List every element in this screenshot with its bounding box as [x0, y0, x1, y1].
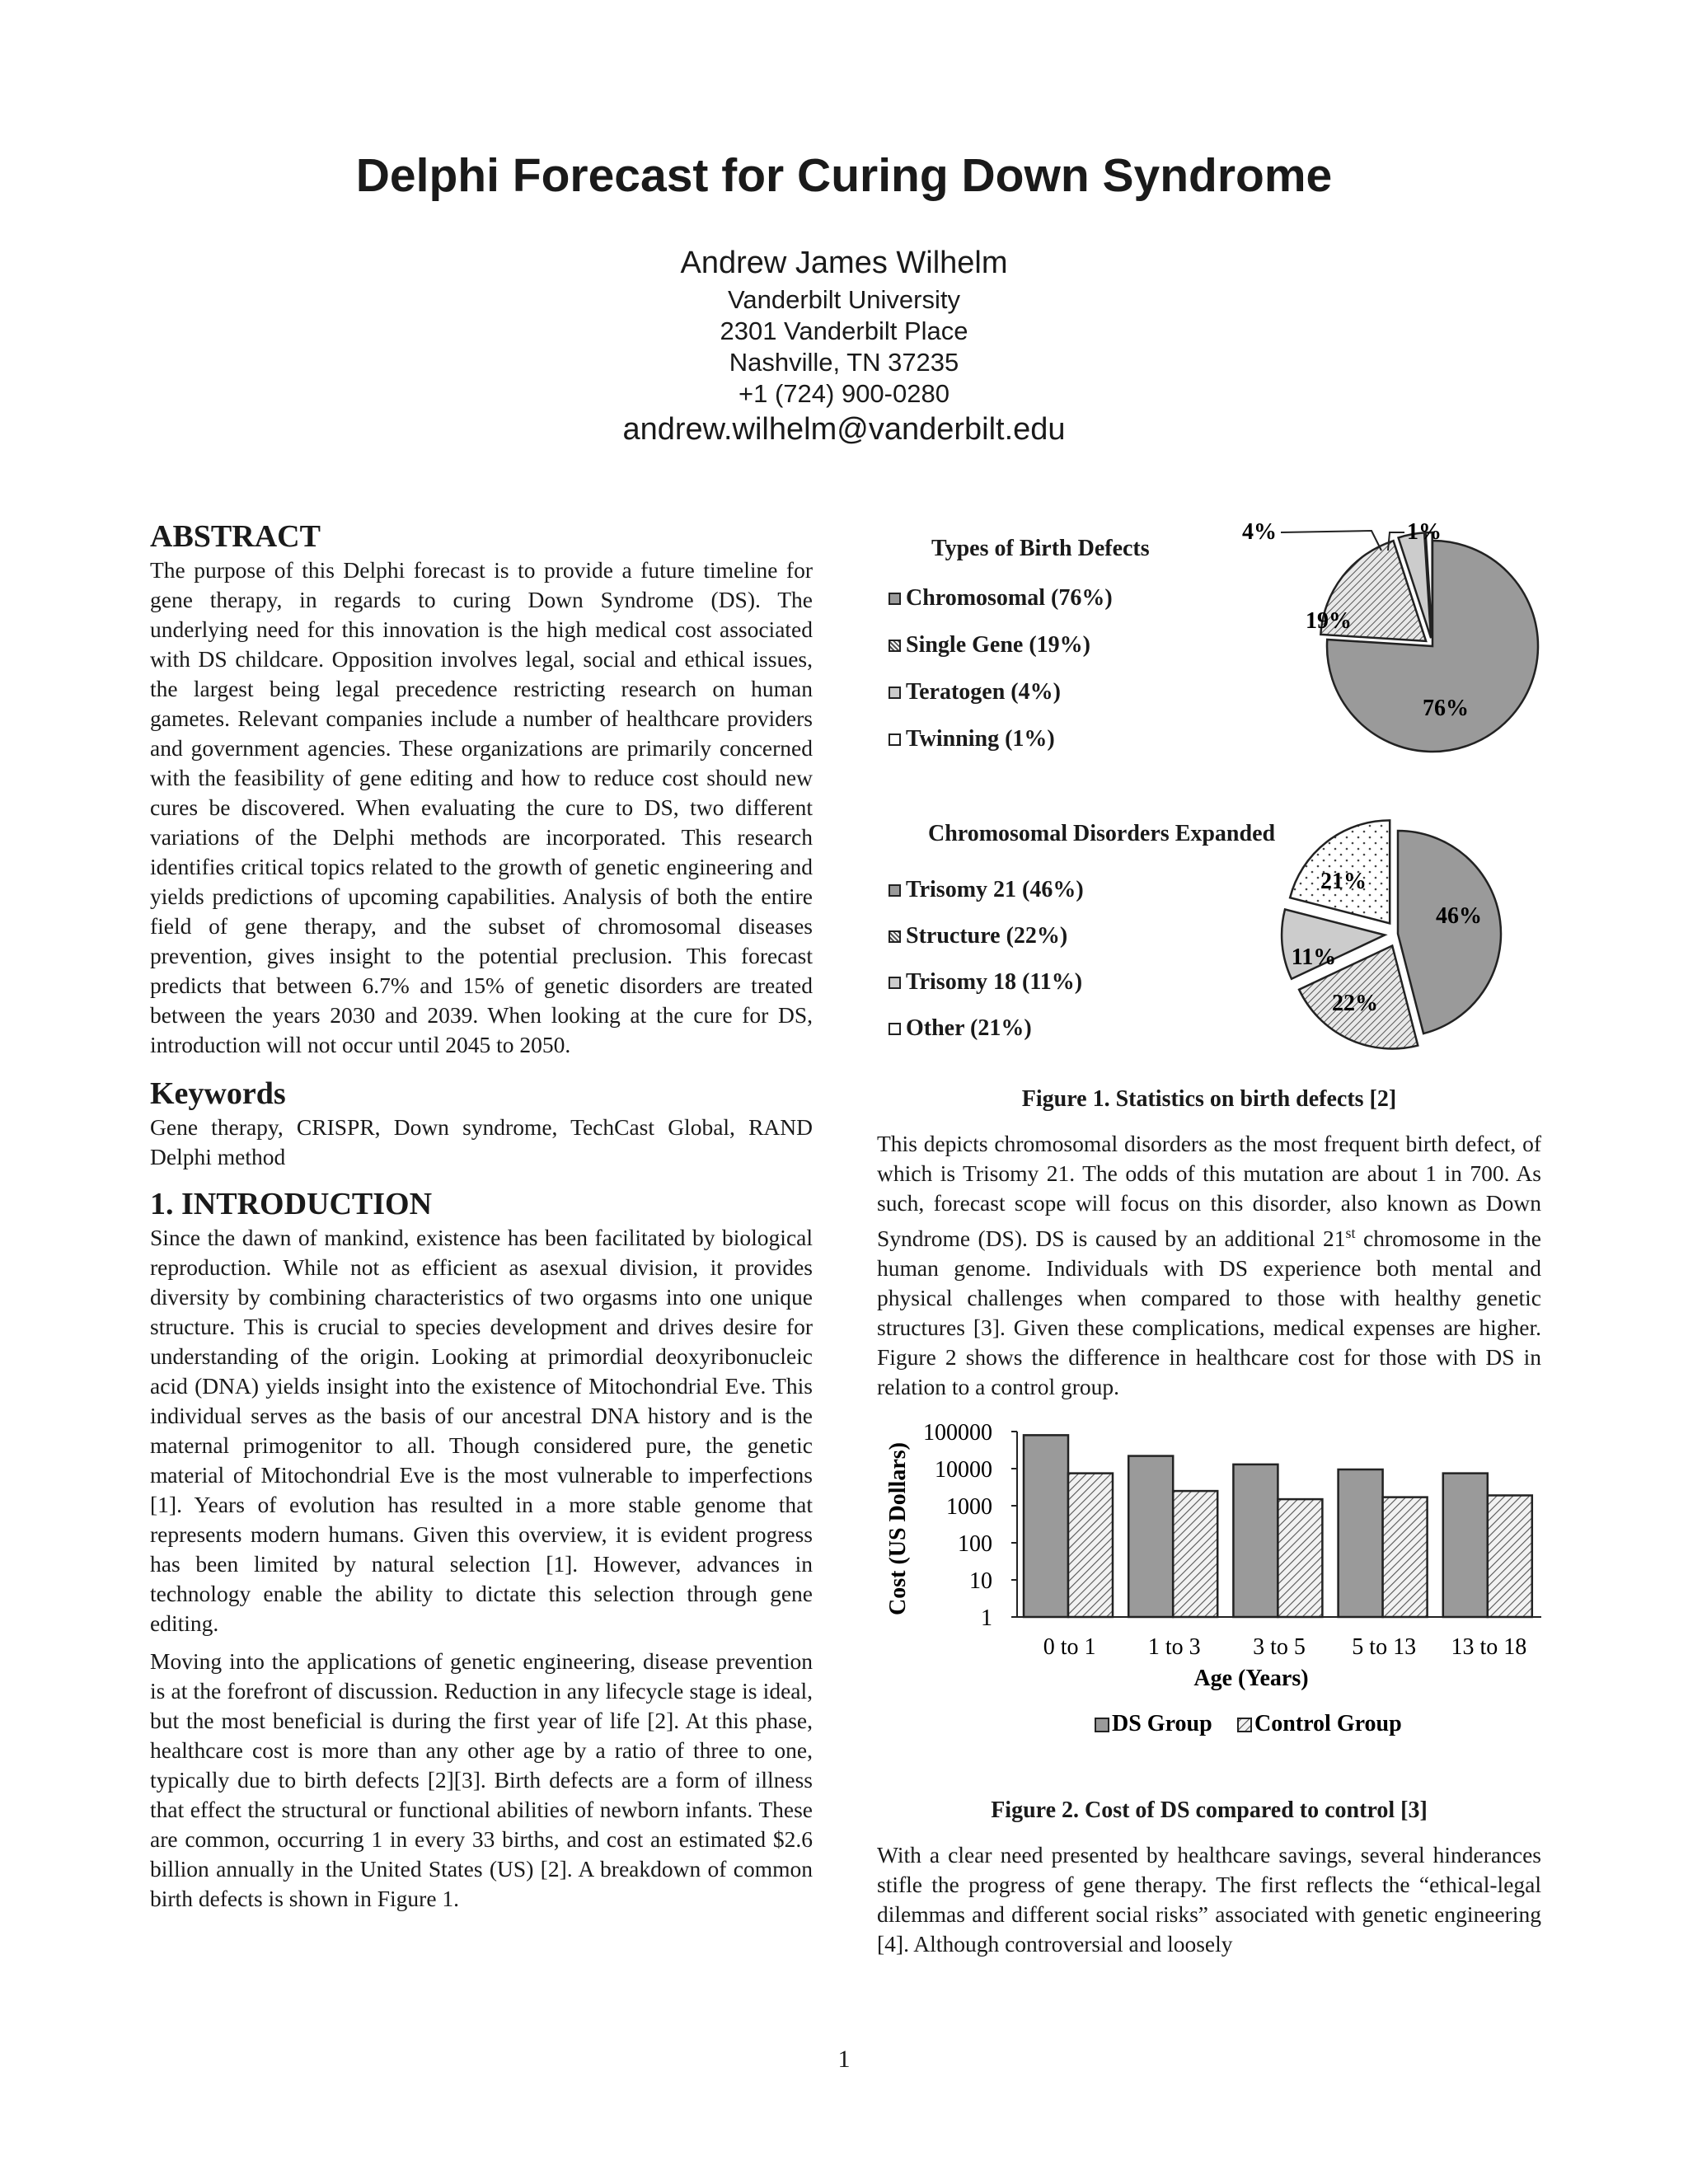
bar-control-1-to-3 [1173, 1491, 1217, 1617]
superscript: st [1345, 1225, 1356, 1241]
page-number: 1 [837, 2046, 851, 2073]
legend-label-ds: DS Group [1112, 1711, 1212, 1737]
bar-control-3-to-5 [1278, 1499, 1322, 1617]
legend-swatch-control [1238, 1718, 1251, 1732]
affiliation-line: Vanderbilt University [728, 285, 960, 314]
pie-data-label: 22% [1332, 991, 1378, 1016]
author-email[interactable]: andrew.wilhelm@vanderbilt.edu [622, 412, 1066, 447]
legend-label: Trisomy 21 (46%) [906, 877, 1084, 902]
x-tick-label: 5 to 13 [1352, 1634, 1417, 1661]
x-tick-label: 0 to 1 [1043, 1634, 1096, 1661]
y-axis-label: Cost (US Dollars) [885, 1442, 911, 1616]
author-name: Andrew James Wilhelm [680, 246, 1008, 280]
keywords-heading: Keywords [150, 1076, 286, 1111]
y-tick-label: 10000 [935, 1457, 992, 1483]
legend-label: Chromosomal (76%) [906, 585, 1113, 611]
pie-data-label: 11% [1291, 944, 1337, 970]
legend-label: Single Gene (19%) [906, 632, 1090, 658]
bars [1024, 1436, 1532, 1618]
x-tick-label: 3 to 5 [1253, 1634, 1306, 1661]
bar-ds-13-to-18 [1443, 1474, 1488, 1617]
x-tick-label: 1 to 3 [1147, 1634, 1201, 1661]
bar-control-13-to-18 [1488, 1496, 1532, 1618]
x-tick-label: 13 to 18 [1451, 1634, 1527, 1661]
y-tick-label: 100000 [923, 1420, 992, 1446]
x-axis-ticks [1043, 1634, 1527, 1660]
paragraph-text: This depicts chromosomal disorders as the most frequent birth defect, of which is Trisomy 21. The odds of this mutation are about 1 in 700. As such, forecast scope will focus on this disorder, also known as Down Syndrome (DS). DS is caused by an additional 21 [877, 1131, 1541, 1252]
legend-label: Other (21%) [906, 1015, 1032, 1041]
affiliation-line: +1 (724) 900-0280 [738, 379, 950, 408]
introduction-heading: 1. INTRODUCTION [150, 1187, 433, 1221]
right-paragraph: With a clear need presented by healthcare savings, several hinderances stifle the progress of gene therapy. The first reflects the “ethical-legal dilemmas and different social risks” associated with genetic engineering [4]. Although controversial and loosely [877, 1842, 1541, 1957]
bar-control-5-to-13 [1383, 1497, 1428, 1617]
pie-data-label: 76% [1423, 696, 1469, 721]
right-paragraph [877, 1129, 1541, 1402]
bar-ds-5-to-13 [1339, 1469, 1383, 1617]
y-tick-label: 10 [969, 1568, 992, 1595]
leader-line [1281, 531, 1381, 551]
intro-paragraph: Moving into the applications of genetic engineering, disease prevention is at the forefront of discussion. Reduction in any lifecycle stage is ideal, but the most beneficial is during the first year of life [2]. At this phase, healthcare cost is more than any other age by a ratio of three to one, typically due to birth defects [2][3]. Birth defects are a form of illness that effect the structural or functional abilities of newborn infants. These are common, occurring 1 in every 33 births, and cost an estimated $2.6 billion annually in the United States (US) [2]. A breakdown of common birth defects is shown in Figure 1. [150, 1648, 813, 1911]
bar-control-0-to-1 [1068, 1474, 1113, 1617]
paragraph-text: chromosome in the human genome. Individuals with DS experience both mental and physical challenges when compared to those with healthy genetic structures [3]. Given these complications, medical expenses are higher. Figure 2 shows the difference in healthcare cost for those with DS in relation to a control group. [877, 1226, 1541, 1400]
bar-ds-3-to-5 [1233, 1465, 1278, 1617]
pie-data-label: 19% [1306, 608, 1352, 634]
x-axis-label: Age (Years) [1193, 1666, 1309, 1692]
intro-paragraph: Since the dawn of mankind, existence has been facilitated by biological reproduction. While not as efficient as asexual division, it provides diversity by combining characteristics of two orgasms into one unique structure. This is crucial to species development and drives desire for understanding of the origin. Looking at primordial deoxyribonucleic acid (DNA) yields insight into the existence of Mitochondrial Eve. This individual serves as the basis of our ancestral DNA history and is the maternal primogenitor to all. Though considered pure, the genetic material of Mitochondrial Eve is the most vulnerable to imperfections [1]. Years of evolution has resulted in a more stable genome that represents modern humans. Given this overview, it is evident progress has been limited by natural selection [1]. However, advances in technology enable the ability to dictate this selection through gene editing. [150, 1225, 813, 1636]
pie2-slices [1282, 820, 1501, 1048]
legend-label-control: Control Group [1254, 1711, 1402, 1737]
pie-data-label: 4% [1242, 519, 1277, 545]
paper-title: Delphi Forecast for Curing Down Syndrome [355, 149, 1333, 202]
pie-data-label: 46% [1436, 903, 1482, 929]
affiliation-line: Nashville, TN 37235 [729, 348, 959, 377]
pie1-title: Types of Birth Defects [931, 536, 1150, 561]
legend-label: Trisomy 18 (11%) [906, 969, 1083, 995]
y-tick-label: 100 [958, 1531, 992, 1558]
abstract-text: The purpose of this Delphi forecast is to provide a future timeline for gene therapy, in regards to curing Down Syndrome (DS). The underlying need for this innovation is the high medical cost associated with DS childcare. Opposition involves legal, social and ethical issues, the largest being legal precedence restricting research on human gametes. Relevant companies include a number of healthcare providers and government agencies. These organizations are primarily concerned with the feasibility of gene editing and how to reduce cost should new cures be discovered. When evaluating the cure to DS, two different variations of the Delphi methods are incorporated. This research identifies critical topics related to the growth of genetic engineering and yields predictions of upcoming capabilities. Analysis of both the entire field of gene therapy, and the subset of chromosomal diseases prevention, gives insight to the potential preclusion. This forecast predicts that between 6.7% and 15% of genetic disorders are treated between the years 2030 and 2039. When looking at the cure for DS, introduction will not occur until 2045 to 2050. [150, 557, 813, 1057]
pie2-title: Chromosomal Disorders Expanded [928, 821, 1276, 846]
figure-2-bar-chart [877, 1413, 1541, 1784]
keywords-text: Gene therapy, CRISPR, Down syndrome, TechCast Global, RAND Delphi method [150, 1114, 813, 1169]
legend-label: Teratogen (4%) [906, 679, 1061, 705]
figure1-caption: Figure 1. Statistics on birth defects [2] [1021, 1086, 1397, 1112]
pie-slice-trisomy-21 [1398, 831, 1501, 1033]
left-column [150, 518, 813, 1914]
legend-label: Twinning (1%) [906, 726, 1055, 752]
pie-data-label: 1% [1407, 519, 1442, 545]
bar-ds-0-to-1 [1024, 1436, 1068, 1618]
figure2-caption: Figure 2. Cost of DS compared to control [3] [991, 1797, 1428, 1824]
pie-charts [877, 518, 1541, 1094]
y-tick-label: 1 [981, 1605, 992, 1632]
figure-1 [877, 518, 1541, 1094]
right-column [877, 518, 1541, 1959]
legend-label: Structure (22%) [906, 923, 1068, 949]
y-axis-ticks [923, 1420, 1017, 1631]
affiliation-line: 2301 Vanderbilt Place [720, 316, 968, 345]
y-tick-label: 1000 [946, 1494, 992, 1521]
pie-data-label: 21% [1320, 869, 1367, 894]
legend-swatch-ds [1095, 1718, 1109, 1732]
bar-ds-1-to-3 [1128, 1456, 1173, 1617]
abstract-heading: ABSTRACT [150, 519, 321, 554]
